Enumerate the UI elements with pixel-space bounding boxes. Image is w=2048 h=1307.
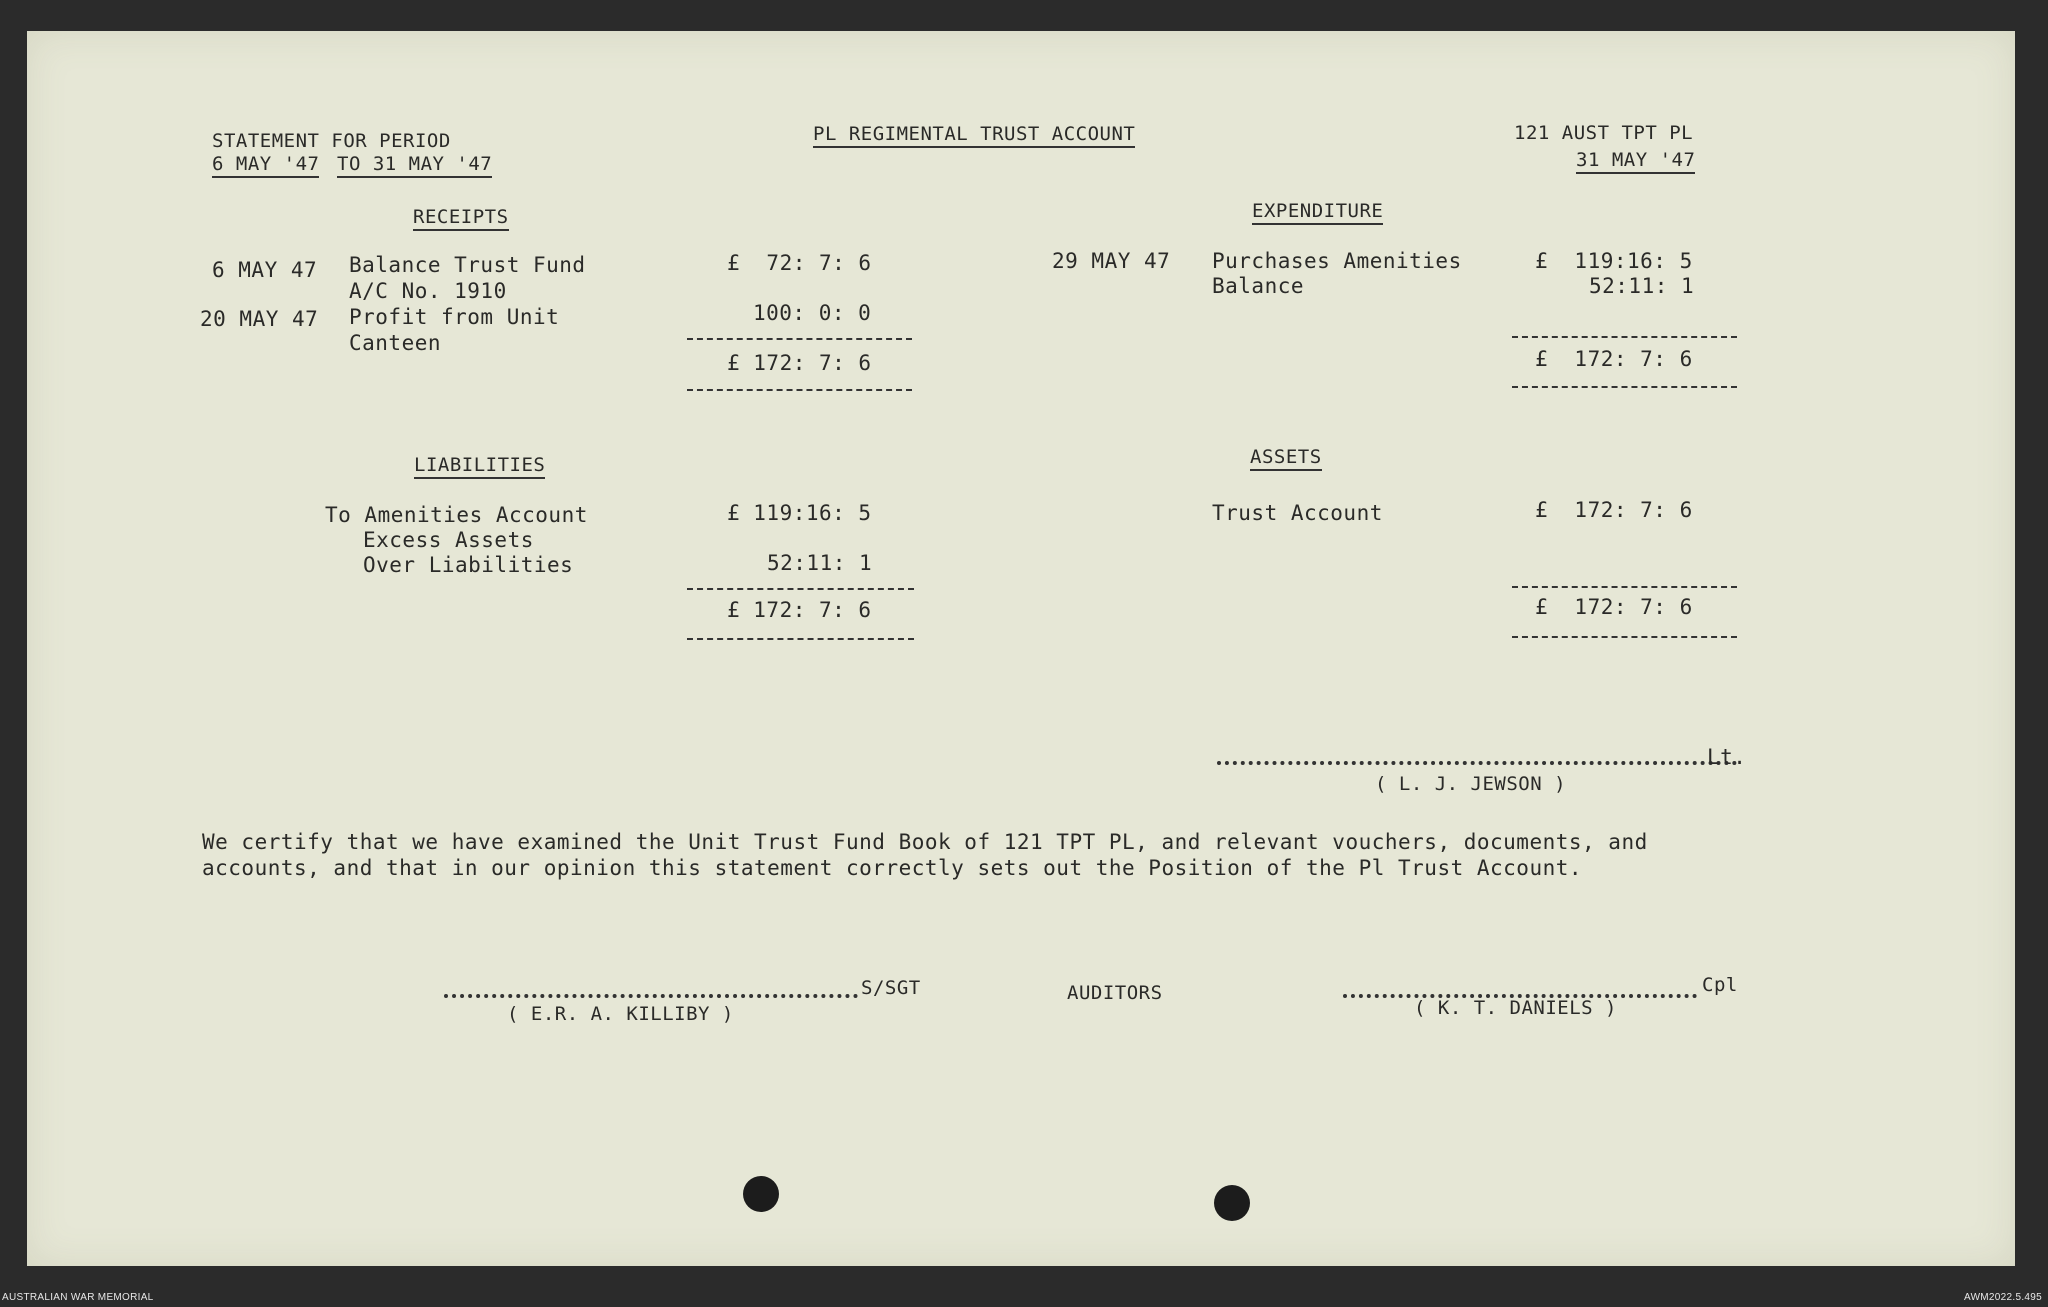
- liability-desc-1: To Amenities Account: [325, 503, 588, 527]
- period-from: 6 MAY '47: [212, 153, 319, 178]
- liabilities-heading: LIABILITIES: [414, 454, 545, 479]
- receipts-subtotal-rule: [687, 338, 912, 340]
- document-date: 31 MAY '47: [1576, 149, 1695, 174]
- expenditure-subtotal-rule: [1512, 336, 1737, 338]
- expenditure-amount-1: £ 119:16: 5: [1535, 249, 1693, 273]
- receipt-desc-1: Balance Trust Fund: [349, 253, 586, 277]
- liabilities-total: £ 172: 7: 6: [727, 598, 872, 622]
- unit-name: 121 AUST TPT PL: [1514, 122, 1694, 144]
- receipt-date-2: 20 MAY 47: [200, 307, 319, 331]
- expenditure-heading: EXPENDITURE: [1252, 200, 1383, 225]
- assets-total-rule: [1512, 636, 1737, 638]
- liabilities-total-rule: [687, 638, 914, 640]
- archive-credit: AUSTRALIAN WAR MEMORIAL: [2, 1292, 154, 1303]
- receipt-desc-2: Profit from Unit: [349, 305, 560, 329]
- liabilities-subtotal-rule: [687, 588, 914, 590]
- expenditure-amount-2: 52:11: 1: [1589, 274, 1695, 298]
- archive-reference: AWM2022.5.495: [1963, 1292, 2042, 1303]
- officer-rank: Lt.: [1707, 745, 1747, 769]
- expenditure-desc-1: Purchases Amenities: [1212, 249, 1462, 273]
- receipts-heading: RECEIPTS: [413, 206, 509, 231]
- receipt-desc-2b: Canteen: [349, 331, 442, 355]
- auditor-left-rank: S/SGT: [861, 977, 921, 999]
- assets-subtotal-rule: [1512, 586, 1737, 588]
- liability-desc-3: Over Liabilities: [363, 553, 574, 577]
- asset-amount-1: £ 172: 7: 6: [1535, 498, 1693, 522]
- officer-name: ( L. J. JEWSON ): [1375, 773, 1567, 795]
- auditor-right-name: ( K. T. DANIELS ): [1414, 997, 1617, 1019]
- receipt-date-1: 6 MAY 47: [212, 258, 318, 282]
- receipt-amount-2: 100: 0: 0: [753, 301, 872, 325]
- expenditure-date: 29 MAY 47: [1052, 249, 1171, 273]
- signature-line-auditor-left: [444, 994, 858, 998]
- certification-line-2: accounts, and that in our opinion this statement correctly sets out the Position of the Pl Trust Account.: [202, 856, 1583, 880]
- period-to: TO 31 MAY '47: [337, 153, 492, 178]
- expenditure-total: £ 172: 7: 6: [1535, 347, 1693, 371]
- punch-hole-right: [1214, 1185, 1250, 1221]
- auditor-left-name: ( E.R. A. KILLIBY ): [507, 1003, 734, 1025]
- document-title: PL REGIMENTAL TRUST ACCOUNT: [813, 123, 1135, 148]
- liability-amount-1: £ 119:16: 5: [727, 501, 872, 525]
- receipts-total-rule: [687, 389, 912, 391]
- assets-heading: ASSETS: [1250, 446, 1322, 471]
- asset-desc-1: Trust Account: [1212, 501, 1383, 525]
- punch-hole-left: [743, 1176, 779, 1212]
- signature-line-officer: [1217, 761, 1737, 765]
- assets-total: £ 172: 7: 6: [1535, 595, 1693, 619]
- period-label: STATEMENT FOR PERIOD: [212, 130, 451, 152]
- receipts-total: £ 172: 7: 6: [727, 351, 872, 375]
- expenditure-desc-2: Balance: [1212, 274, 1305, 298]
- liability-desc-2: Excess Assets: [363, 528, 534, 552]
- auditor-right-rank: Cpl: [1702, 974, 1738, 996]
- auditors-label: AUDITORS: [1067, 982, 1163, 1004]
- receipt-amount-1: £ 72: 7: 6: [727, 251, 872, 275]
- liability-amount-3: 52:11: 1: [767, 551, 873, 575]
- receipt-desc-1b: A/C No. 1910: [349, 279, 507, 303]
- expenditure-total-rule: [1512, 386, 1737, 388]
- certification-line-1: We certify that we have examined the Unit Trust Fund Book of 121 TPT PL, and relevant vouchers, documents, and: [202, 830, 1648, 854]
- document-page: [27, 31, 2015, 1266]
